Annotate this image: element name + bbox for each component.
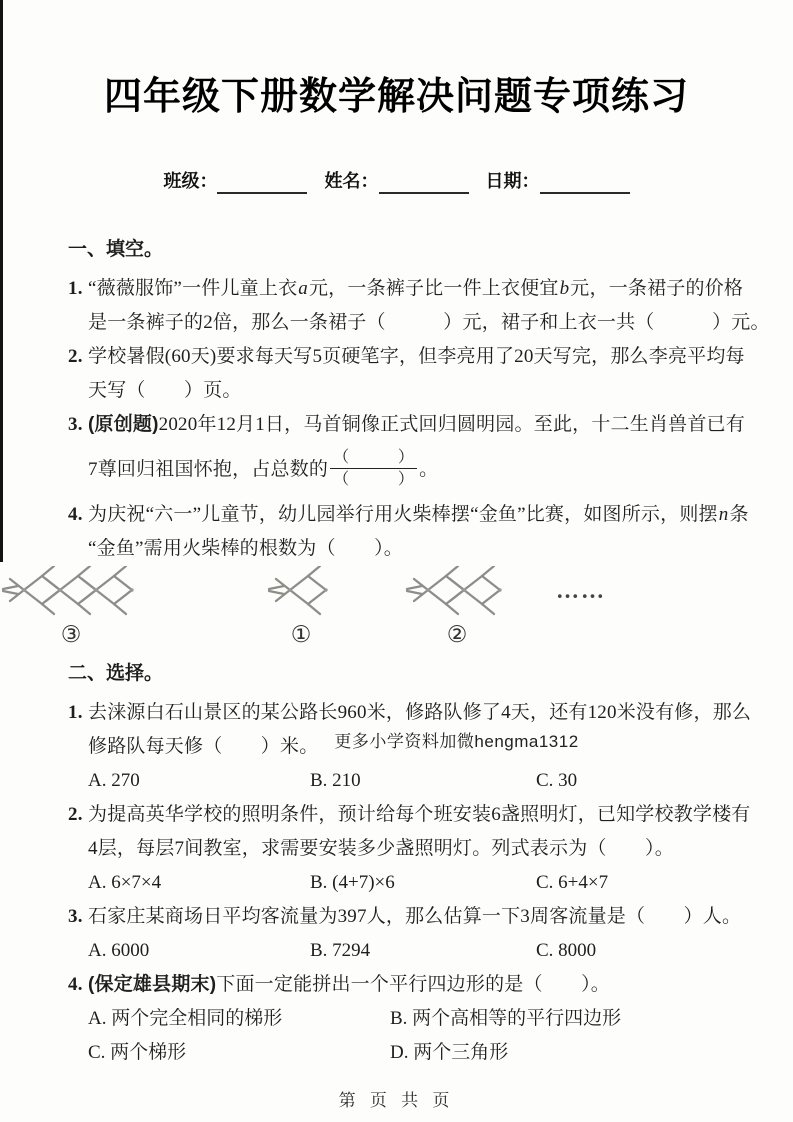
option-d: D. 两个三角形 — [390, 1042, 509, 1063]
figure-label: ③ — [60, 622, 82, 647]
name-field — [325, 171, 469, 191]
fish-icon — [0, 566, 142, 616]
option-a: A. 6×7×4 — [88, 872, 162, 893]
fill-question-4-line-1: 4. 为庆祝“六一”儿童节，幼儿园举行用火柴棒摆“金鱼”比赛，如图所示，则摆n条 — [68, 498, 793, 532]
choice-question-1-line-1: 1. 去涞源白石山景区的某公路长960米，修路队修了4天，还有120米没有修，那么 — [68, 696, 793, 730]
option-b: B. 两个高相等的平行四边形 — [390, 1008, 622, 1029]
class-blank-line — [217, 173, 307, 194]
question-number: 3. — [68, 414, 83, 435]
date-blank-line — [540, 173, 630, 194]
fill-question-2-line-1: 2. 学校暑假(60天)要求每天写5页硬笔字，但李亮用了20天写完，那么李亮平均每 — [68, 340, 793, 374]
choice-question-1-options — [88, 764, 793, 798]
question-number: 4. — [68, 974, 83, 995]
option-a: A. 6000 — [88, 940, 150, 961]
blank-fraction — [330, 448, 417, 489]
option-c: C. 8000 — [536, 940, 597, 961]
question-number: 2. — [68, 804, 83, 825]
option-b: B. 7294 — [310, 940, 371, 961]
choice-question-2-line-2: 4层，每层7间教室，求需要安装多少盏照明灯。列式表示为（ ）。 — [88, 838, 674, 859]
watermark-text: 更多小学资料加微hengma1312 — [334, 732, 579, 751]
matchstick-fish-figure — [404, 566, 510, 649]
question-number: 4. — [68, 504, 83, 525]
fill-question-3-line-2: 7尊回归祖国怀抱，占总数的 $\frac{( )}{( )}$ 。 — [88, 448, 439, 489]
section-1-heading: 一、填空。 — [68, 239, 164, 260]
name-blank-line — [379, 173, 469, 194]
question-source-tag: (原创题) — [88, 414, 159, 435]
question-source-tag: (保定雄县期末) — [88, 974, 217, 995]
option-c: C. 两个梯形 — [88, 1042, 187, 1063]
choice-question-2-line-1: 2. 为提高英华学校的照明条件，预计给每个班安装6盏照明灯，已知学校教学楼有 — [68, 798, 793, 832]
page-footer: 第 页 共 页 — [338, 1091, 455, 1110]
fish-icon — [266, 566, 336, 616]
section-2-heading: 二、选择。 — [68, 663, 164, 684]
choice-question-3-options — [88, 934, 793, 968]
student-info-row — [0, 168, 793, 194]
scan-edge-artifact — [0, 0, 3, 562]
page-title: 四年级下册数学解决问题专项练习 — [103, 76, 689, 118]
option-b: B. 210 — [310, 770, 361, 791]
fish-icon — [404, 566, 510, 616]
fill-question-3-line-1: 3. (原创题)2020年12月1日，马首铜像正式回归圆明园。至此，十二生肖兽首已有 — [68, 408, 793, 442]
name-label: 姓名： — [324, 171, 379, 191]
matchstick-fish-figure — [0, 566, 142, 649]
option-c: C. 30 — [536, 770, 578, 791]
matchstick-fish-figure — [266, 566, 336, 649]
question-number: 1. — [68, 702, 83, 723]
date-field — [486, 171, 630, 191]
matchstick-fish-figures — [0, 566, 793, 652]
choice-question-2-options — [88, 866, 793, 900]
question-number: 2. — [68, 346, 83, 367]
variable-b: b — [559, 278, 570, 299]
question-number: 3. — [68, 906, 83, 927]
question-number: 1. — [68, 278, 83, 299]
choice-question-1-line-2: 修路队每天修（ ）米。 更多小学资料加微hengma1312 — [88, 732, 579, 757]
ellipsis-continuation: …… — [556, 578, 606, 603]
choice-question-4-line-1: 4. (保定雄县期末)下面一定能拼出一个平行四边形的是（ ）。 — [68, 968, 793, 1002]
fraction-numerator: （ ） — [330, 448, 417, 469]
choice-question-4-options-ab — [88, 1002, 793, 1036]
figure-label: ① — [290, 622, 312, 647]
fraction-denominator: （ ） — [333, 471, 415, 489]
fill-question-2-line-2: 天写（ ）页。 — [88, 380, 242, 401]
class-field — [163, 171, 307, 191]
option-a: A. 两个完全相同的梯形 — [88, 1008, 283, 1029]
choice-question-4-options-cd — [88, 1036, 793, 1070]
figure-label: ② — [446, 622, 468, 647]
choice-question-3-line-1: 3. 石家庄某商场日平均客流量为397人，那么估算一下3周客流量是（ ）人。 — [68, 900, 793, 934]
variable-a: a — [298, 278, 308, 299]
fill-question-1-line-1: 1. “薇薇服饰”一件儿童上衣a元，一条裤子比一件上衣便宜b元，一条裙子的价格 — [68, 272, 793, 306]
option-c: C. 6+4×7 — [536, 872, 609, 893]
option-b: B. (4+7)×6 — [310, 872, 395, 893]
date-label: 日期： — [485, 171, 540, 191]
option-a: A. 270 — [88, 770, 140, 791]
fill-question-4-line-2: “金鱼”需用火柴棒的根数为（ ）。 — [88, 538, 403, 559]
fill-question-1-line-2: 是一条裤子的2倍，那么一条裙子（ ）元，裙子和上衣一共（ ）元。 — [88, 312, 770, 333]
class-label: 班级： — [163, 171, 218, 191]
variable-n: n — [718, 504, 729, 525]
